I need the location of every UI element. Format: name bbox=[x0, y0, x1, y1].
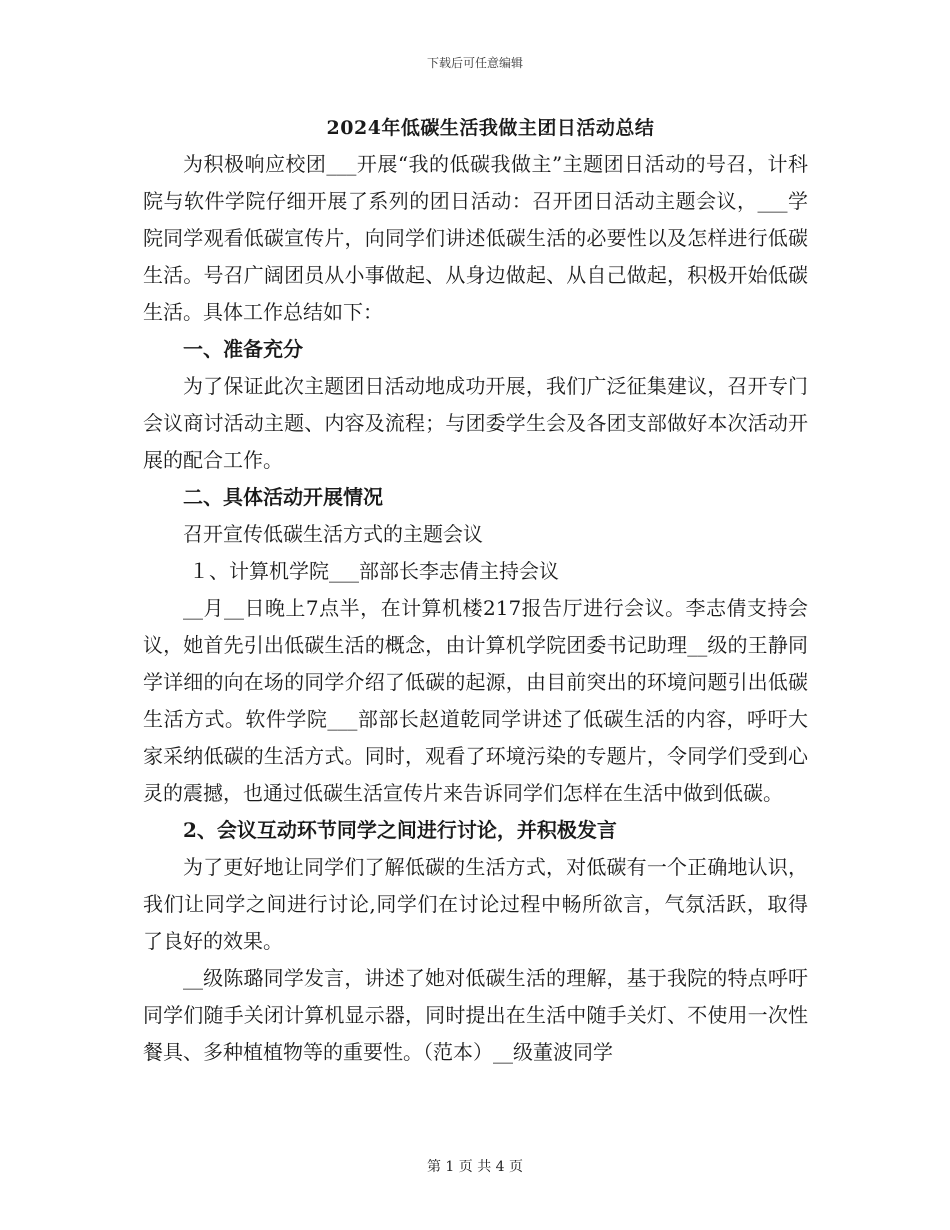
paragraph-meeting-detail: __月__日晚上7点半，在计算机楼217报告厅进行会议。李志倩支持会议，她首先引出低碳生活的概念，由计算机学院团委书记助理__级的王静同学详细的向在场的同学介绍了低碳的起源，由目前突出的环境问题引出低碳生活方式。软件学院___部部长赵道乾同学讲述了低碳生活的内容，呼吁大家采纳低碳的生活方式。同时，观看了环境污染的专题片，令同学们受到心灵的震撼，也通过低碳生活宣传片来告诉同学们怎样在生活中做到低碳。 bbox=[143, 596, 808, 805]
document-body bbox=[143, 110, 808, 1071]
paragraph-discussion: 为了更好地让同学们了解低碳的生活方式，对低碳有一个正确地认识，我们让同学之间进行讨论,同学们在讨论过程中畅所欲言，气氛活跃，取得了良好的效果。 bbox=[143, 855, 808, 953]
section-heading-activities: 二、具体活动开展情况 bbox=[183, 485, 383, 509]
paragraph-intro: 为积极响应校团___开展“我的低碳我做主”主题团日活动的号召，计科院与软件学院仔细开展了系列的团日活动：召开团日活动主题会议，___学院同学观看低碳宣传片，向同学们讲述低碳生活的必要性以及怎样进行低碳生活。号召广阔团员从小事做起、从身边做起、从自己做起，积极开始低碳生活。具体工作总结如下： bbox=[143, 152, 808, 324]
section-heading-discussion: 2、会议互动环节同学之间进行讨论，并积极发言 bbox=[183, 818, 617, 842]
document-title: 2024年低碳生活我做主团日活动总结 bbox=[326, 117, 655, 139]
paragraph-speech: __级陈璐同学发言，讲述了她对低碳生活的理解，基于我院的特点呼吁同学们随手关闭计算机显示器，同时提出在生活中随手关灯、不使用一次性餐具、多种植植物等的重要性。（范本）__级董波同学 bbox=[143, 966, 808, 1064]
page-footer: 第 1 页 共 4 页 bbox=[426, 1159, 524, 1175]
paragraph-item-1: １、计算机学院___部部长李志倩主持会议 bbox=[189, 559, 559, 583]
header-note: 下载后可任意编辑 bbox=[426, 56, 523, 70]
paragraph-meeting-intro: 召开宣传低碳生活方式的主题会议 bbox=[183, 522, 483, 546]
paragraph-preparation: 为了保证此次主题团日活动地成功开展，我们广泛征集建议，召开专门会议商讨活动主题、内容及流程；与团委学生会及各团支部做好本次活动开展的配合工作。 bbox=[143, 374, 808, 472]
section-heading-preparation: 一、准备充分 bbox=[183, 337, 303, 361]
